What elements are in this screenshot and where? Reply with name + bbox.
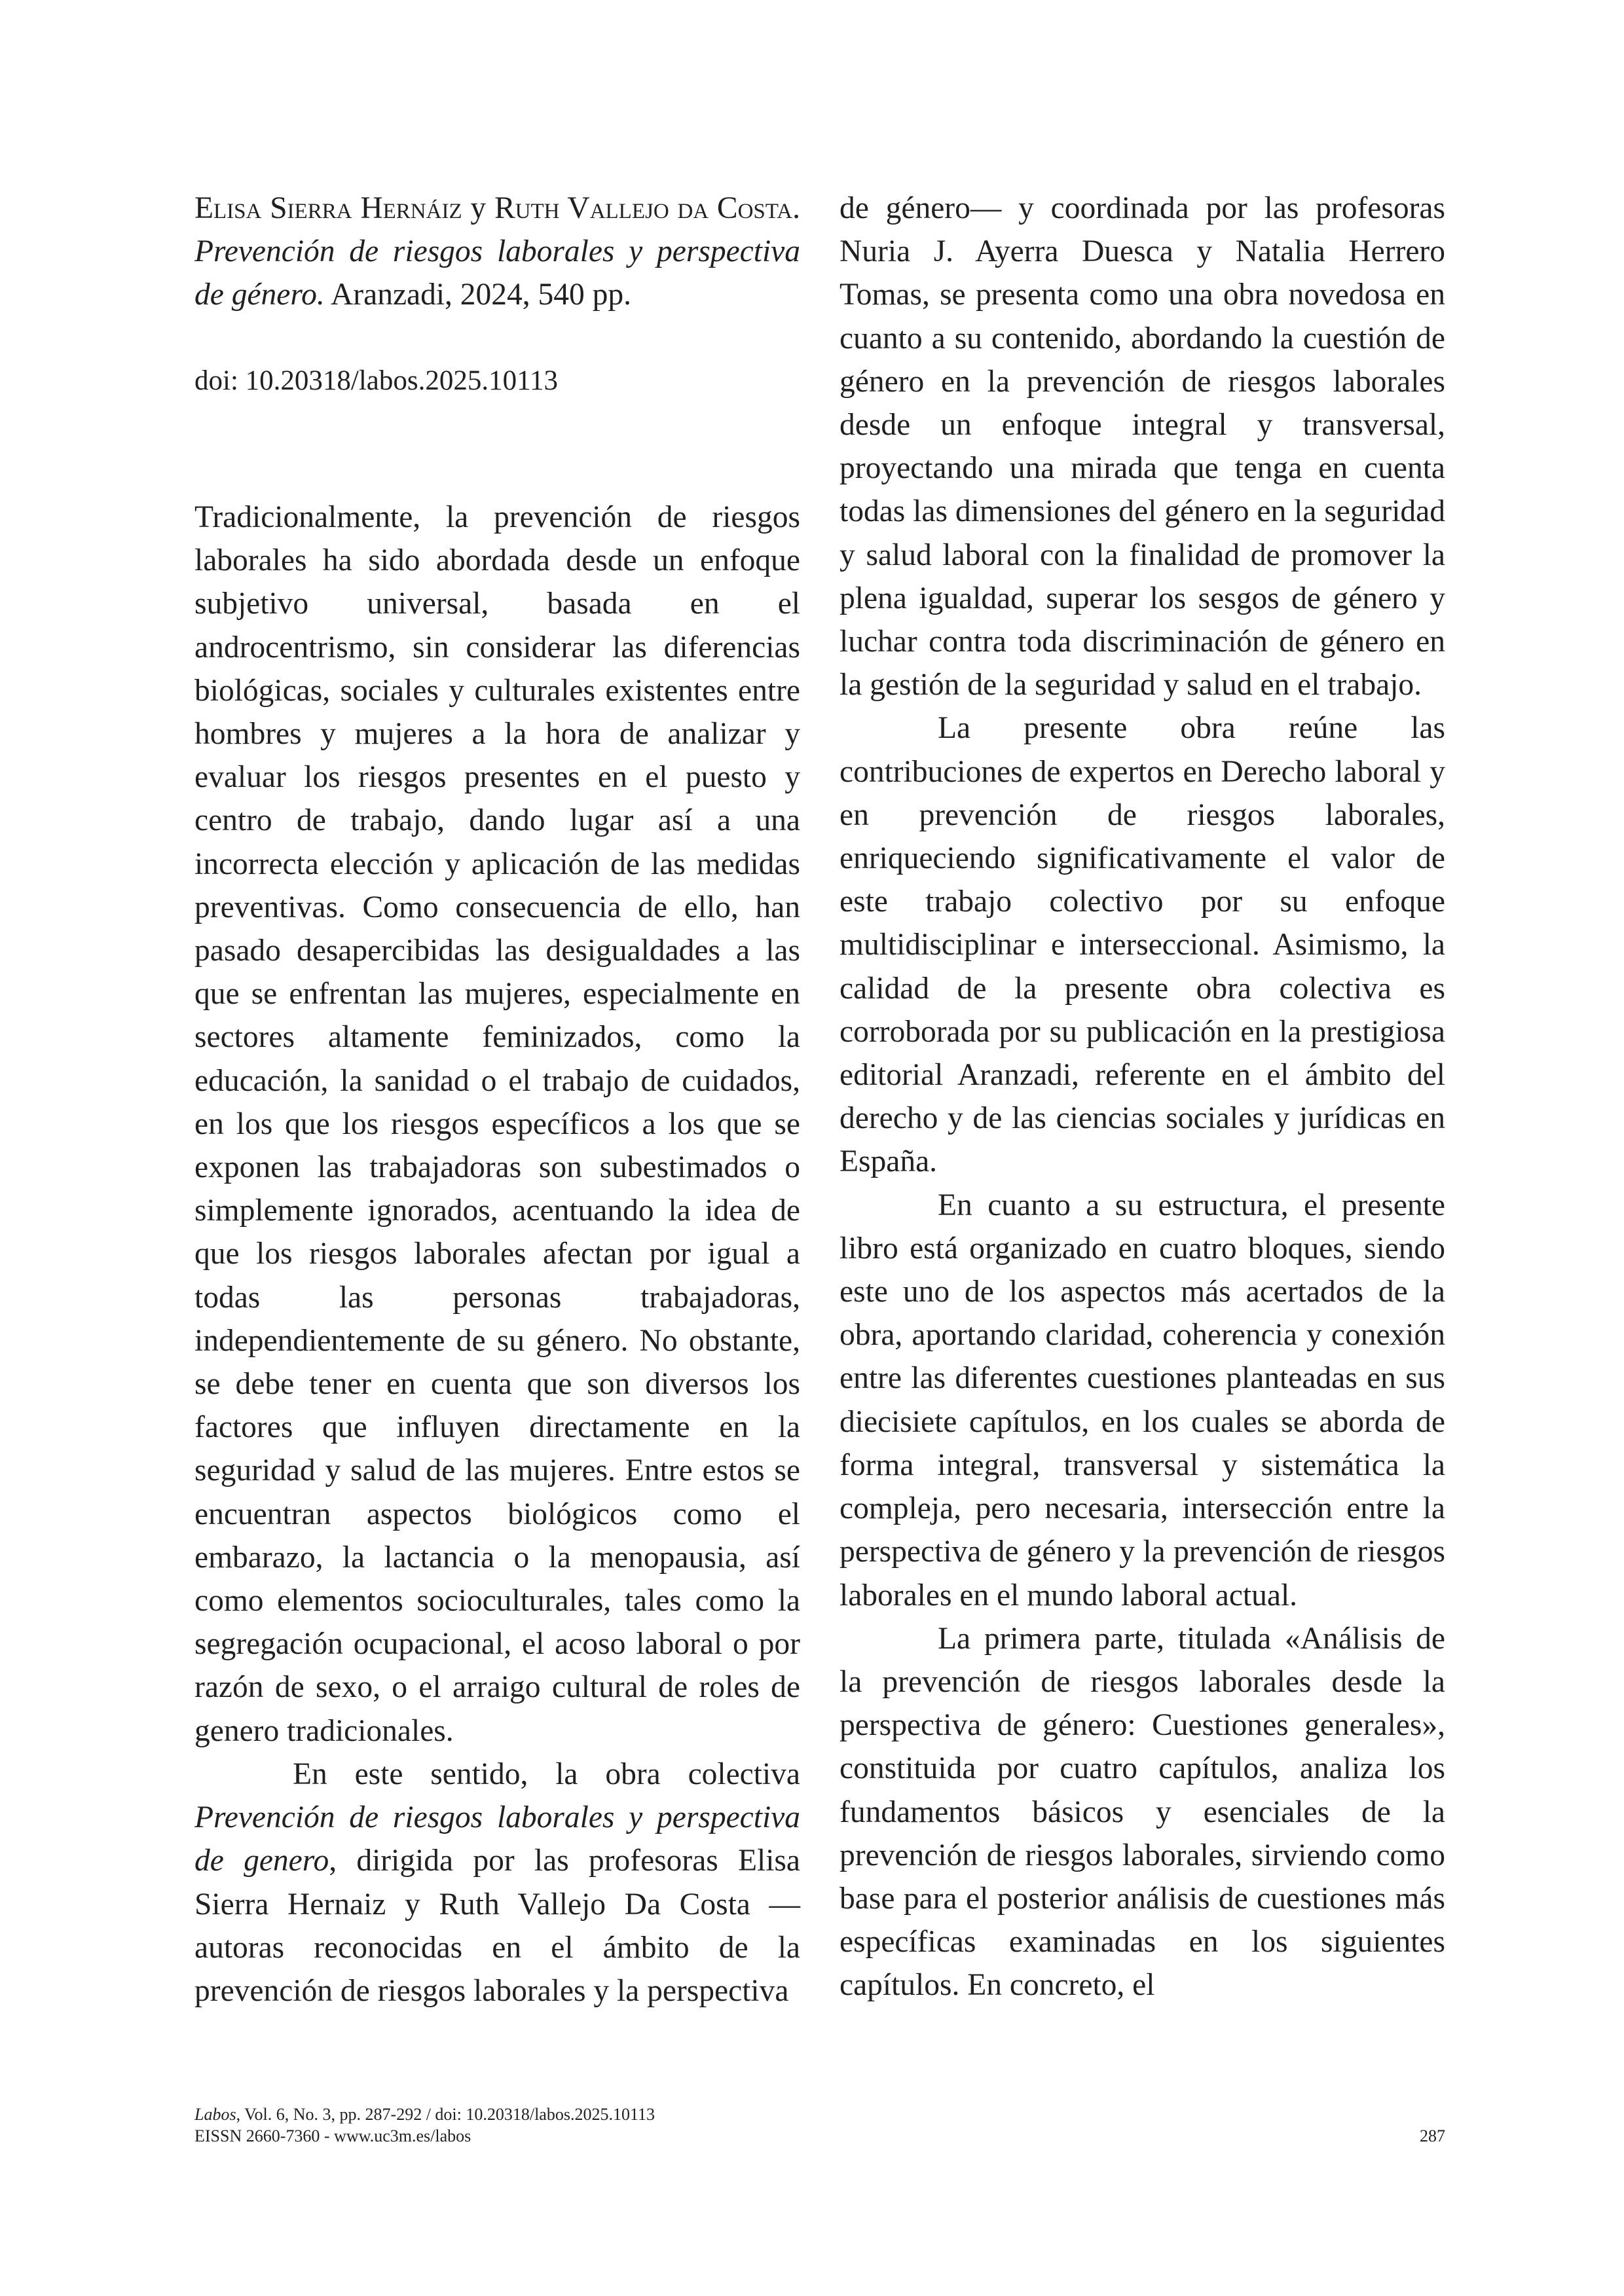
publisher-info: Aranzadi, 2024, 540 pp. (324, 278, 632, 312)
footer-citation (194, 2104, 1445, 2125)
paragraph-5: La primera parte, titulada «Análisis de la prevención de riesgos laborales desde la perspectiva de género: Cuestiones generales», constituida por cuatro capítulos, analiza los fundamentos básicos y esenciales de la prevención de riesgos laborales, sirviendo como base para el posterior análisis de cuestiones más específicas examinadas en los siguientes capítulos. En concreto, el (840, 1621, 1445, 2003)
paragraph-3: La presente obra reúne las contribuciones de expertos en Derecho laboral y en prevención de riesgos laborales, enriqueciendo significativamente el valor de este trabajo colectivo por su enfoque multidisciplinar e interseccional. Asimismo, la calidad de la presente obra colectiva es corroborada por su publicación en la prestigiosa editorial Aranzadi, referente en el ámbito del derecho y de las ciencias sociales y jurídicas en España. (840, 711, 1445, 1179)
citation-period: . (792, 191, 800, 225)
paragraph-2-rest: , dirigida por las profesoras Elisa Sierra Hernaiz y Ruth Vallejo Da Costa —autoras reconocidas en el ámbito de la prevención de riesgos laborales y la perspectiva (194, 1844, 800, 2008)
left-column (194, 187, 800, 2013)
book-title: Prevención de riesgos laborales y perspectiva de género. (194, 234, 800, 312)
author-conjunction: y (462, 191, 494, 225)
volume-info: , Vol. 6, No. 3, pp. 287-292 / doi: 10.20318/labos.2025.10113 (236, 2105, 655, 2124)
paragraph-4: En cuanto a su estructura, el presente libro está organizado en cuatro bloques, siendo este uno de los aspectos más acertados de la obra, aportando claridad, coherencia y conexión entre las diferentes cuestiones planteadas en sus diecisiete capítulos, en los cuales se aborda de forma integral, transversal y sistemática la compleja, pero necesaria, intersección entre la perspectiva de género y la prevención de riesgos laborales en el mundo laboral actual. (840, 1188, 1445, 1613)
footer-issn: EISSN 2660-7360 - www.uc3m.es/labos (194, 2126, 471, 2145)
paragraph-2-start (194, 1753, 800, 2013)
journal-name: Labos (194, 2105, 236, 2124)
author-1: Elisa Sierra Hernáiz (194, 191, 462, 225)
paragraph-1: Tradicionalmente, la prevención de riesgos laborales ha sido abordada desde un enfoque subjetivo universal, basada en el androcentrismo, sin considerar las diferencias biológicas, sociales y culturales existentes entre hombres y mujeres a la hora de analizar y evaluar los riesgos presentes en el puesto y centro de trabajo, dando lugar así a una incorrecta elección y aplicación de las medidas preventivas. Como consecuencia de ello, han pasado desapercibidas las desigualdades a las que se enfrentan las mujeres, especialmente en sectores altamente feminizados, como la educación, la sanidad o el trabajo de cuidados, en los que los riesgos específicos a los que se exponen las trabajadoras son subestimados o simplemente ignorados, acentuando la idea de que los riesgos laborales afectan por igual a todas las personas trabajadoras, independientemente de su género. No obstante, se debe tener en cuenta que son diversos los factores que influyen directamente en la seguridad y salud de las mujeres. Entre estos se encuentran aspectos biológicos como el embarazo, la lactancia o la menopausia, así como elementos socioculturales, tales como la segregación ocupacional, el acoso laboral o por razón de sexo, o el arraigo cultural de roles de genero tradicionales. (194, 500, 800, 1748)
author-2: Ruth Vallejo da Costa (494, 191, 793, 225)
book-citation (194, 187, 800, 316)
page-number: 287 (1420, 2126, 1445, 2145)
paragraph-2-book-title: Prevención de riesgos laborales y perspectiva de genero (194, 1800, 800, 1878)
doi-line: doi: 10.20318/labos.2025.10113 (194, 365, 559, 396)
paragraph-2-continued: de género— y coordinada por las profesoras Nuria J. Ayerra Duesca y Natalia Herrero Tomas, se presenta como una obra novedosa en cuanto a su contenido, abordando la cuestión de género en la prevención de riesgos laborales desde un enfoque integral y transversal, proyectando una mirada que tenga en cuenta todas las dimensiones del género en la seguridad y salud laboral con la finalidad de promover la plena igualdad, superar los sesgos de género y luchar contra toda discriminación de género en la gestión de la seguridad y salud en el trabajo. (840, 191, 1445, 702)
page-footer (194, 2104, 1445, 2147)
right-column (840, 187, 1445, 2007)
paragraph-2-lead: En este sentido, la obra colectiva (293, 1757, 800, 1791)
